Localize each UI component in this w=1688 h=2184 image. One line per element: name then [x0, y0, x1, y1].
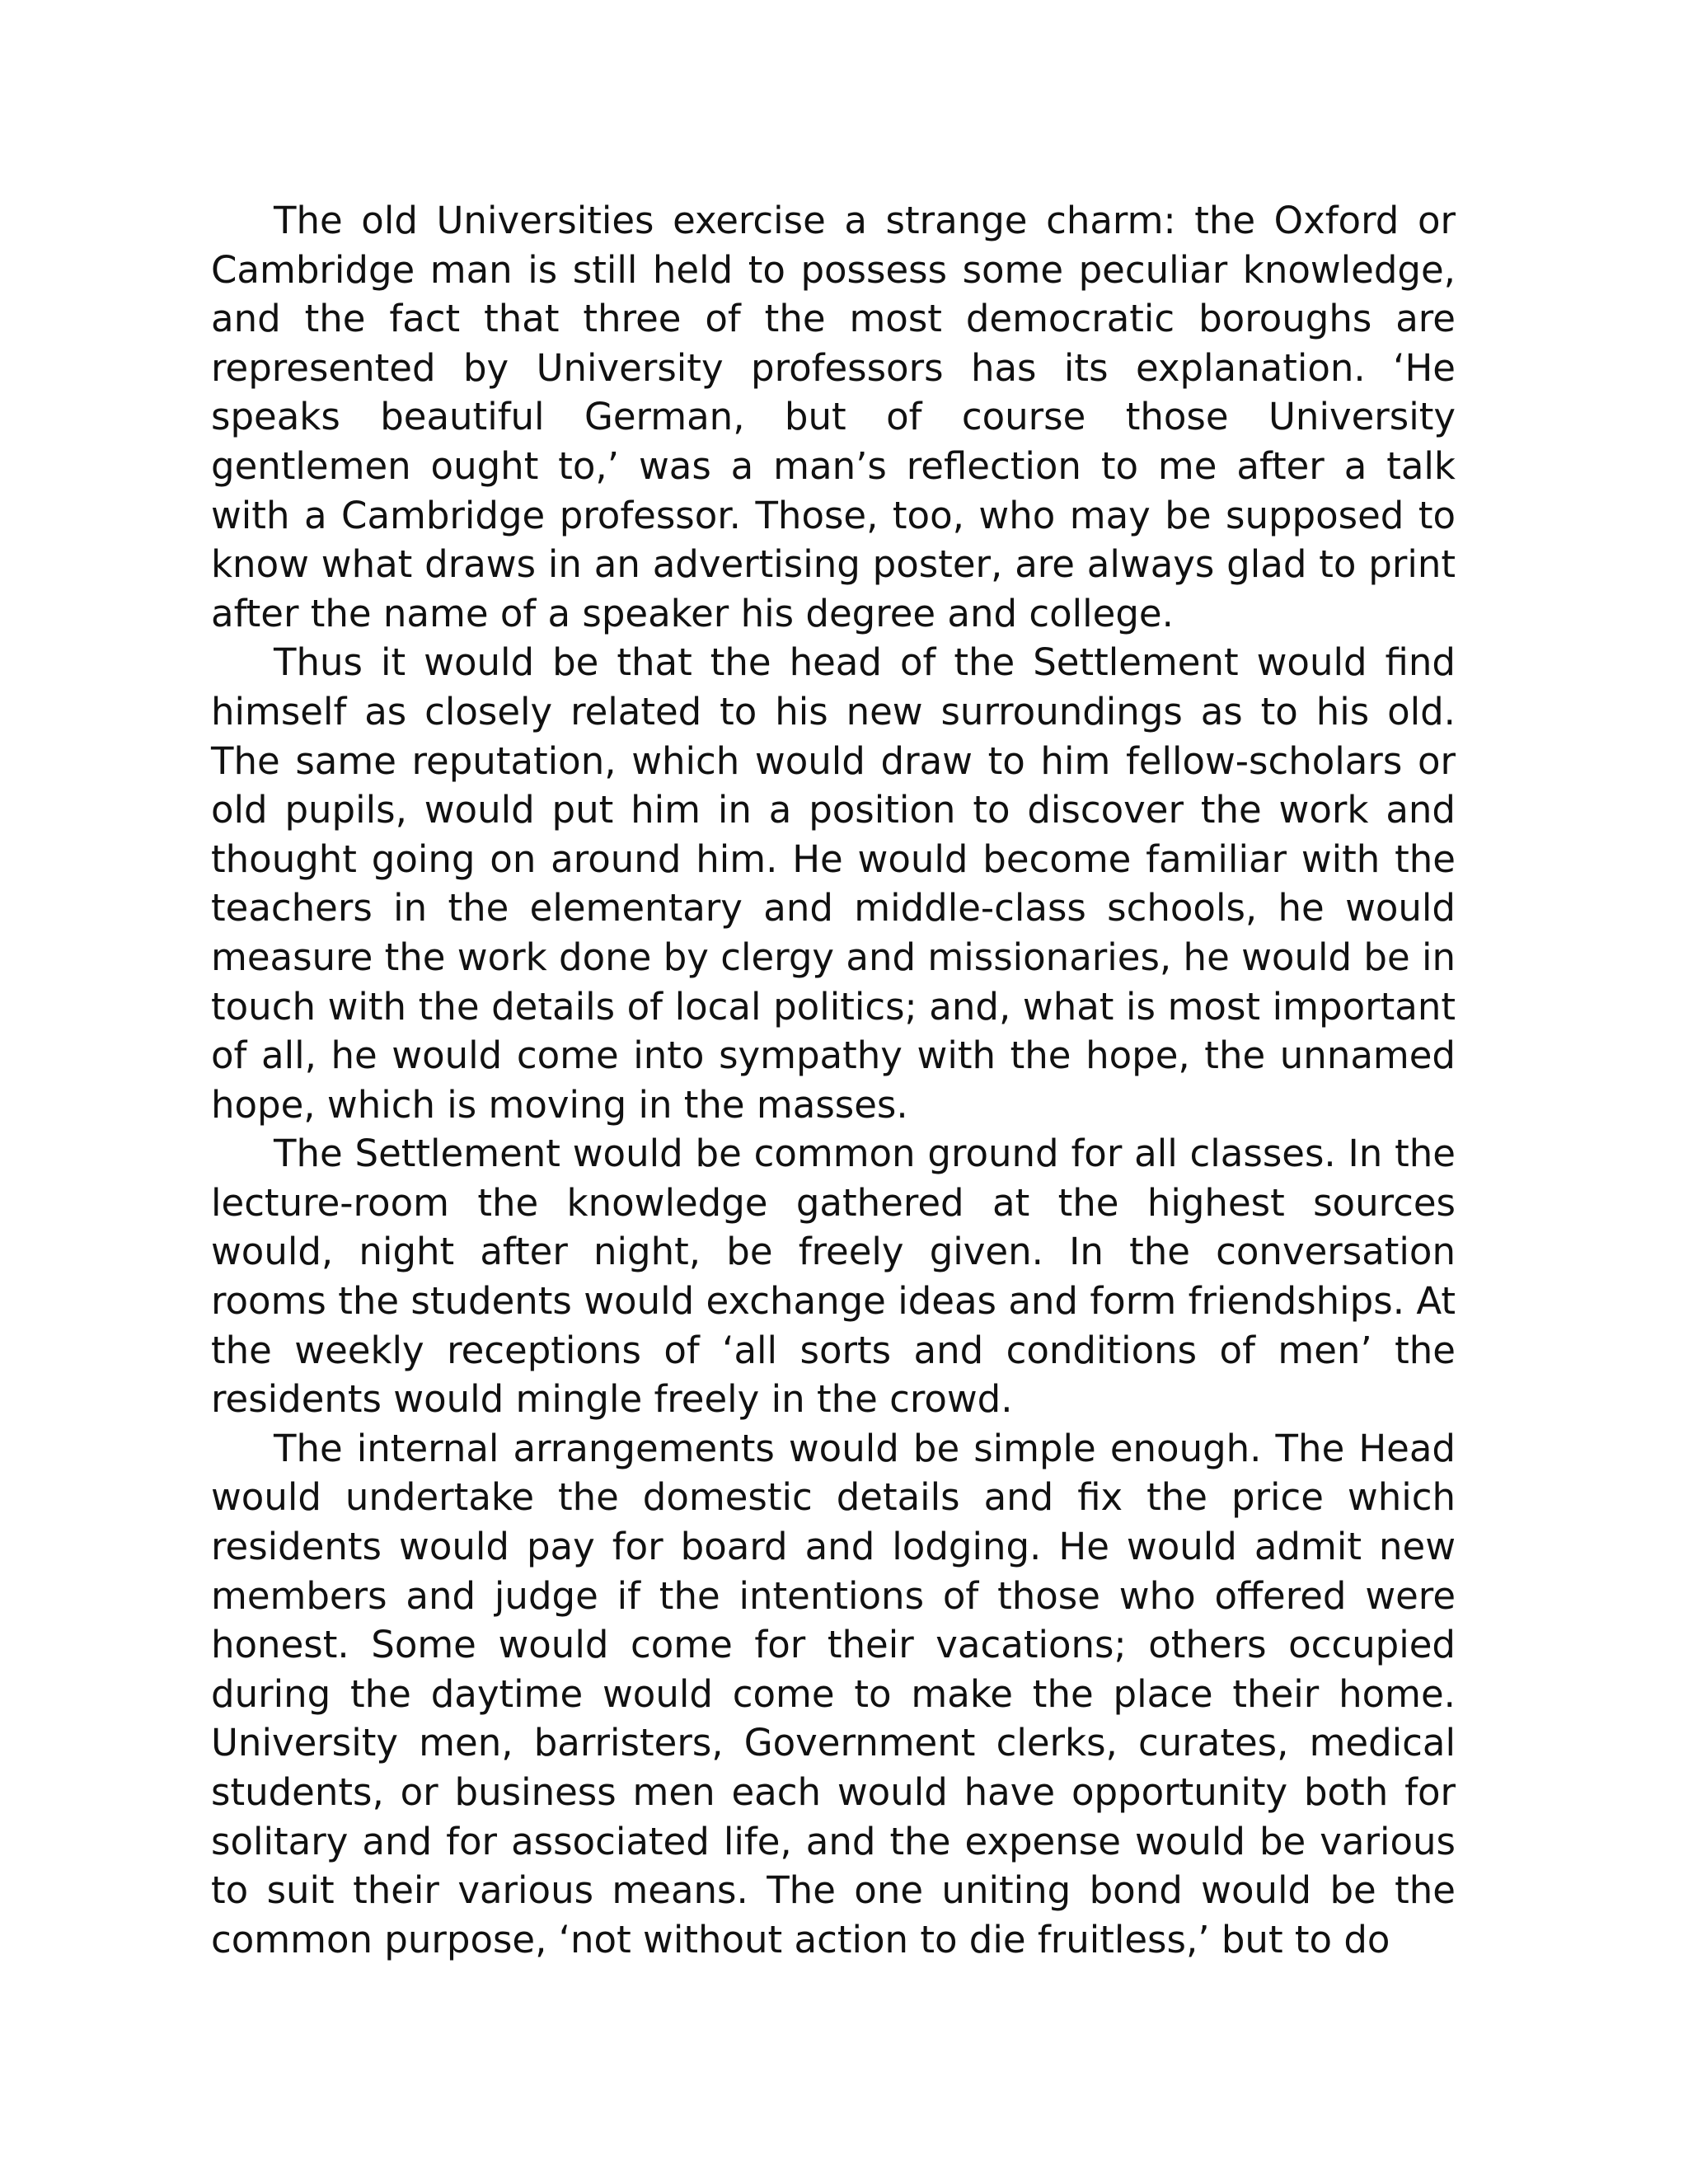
paragraph-internal-arrangements: The internal arrangements would be simple enough. The Head would undertake the domestic details and fix the price which residents would pay for board and lodging. He would admit new members and judge if the intentions of those who offered were honest. Some would come for their vacations; others occupied during the daytime would come to make the place their home. University men, barristers, Government clerks, curates, medical students, or business men each would have opportunity both for solitary and for associated life, and the expense would be various to suit their various means. The one uniting bond would be the common purpose, ‘not without action to die fruitless,’ but to do	[211, 1426, 1456, 1961]
body-text	[211, 196, 1456, 1964]
paragraph-settlement-head: Thus it would be that the head of the Settlement would find himself as closely related to his new surroundings as to his old. The same reputation, which would draw to him fellow-scholars or old pupils, would put him in a position to discover the work and thought going on around him. He would become familiar with the teachers in the elementary and middle-class schools, he would measure the work done by clergy and missionaries, he would be in touch with the details of local politics; and, what is most important of all, he would come into sympathy with the hope, the unnamed hope, which is moving in the masses.	[211, 640, 1456, 1127]
paragraph-universities: The old Universities exercise a strange charm: the Oxford or Cambridge man is still held to possess some peculiar knowledge, and the fact that three of the most democratic boroughs are represented by University professors has its explanation. ‘He speaks beautiful German, but of course those University gentlemen ought to,’ was a man’s reflection to me after a talk with a Cambridge professor. Those, too, who may be supposed to know what draws in an advertising poster, are always glad to print after the name of a speaker his degree and college.	[211, 199, 1456, 635]
paragraph-common-ground: The Settlement would be common ground for all classes. In the lecture-room the knowledge gathered at the highest sources would, night after night, be freely given. In the conversation rooms the students would exchange ideas and form friendships. At the weekly receptions of ‘all sorts and conditions of men’ the residents would mingle freely in the crowd.	[211, 1132, 1456, 1422]
